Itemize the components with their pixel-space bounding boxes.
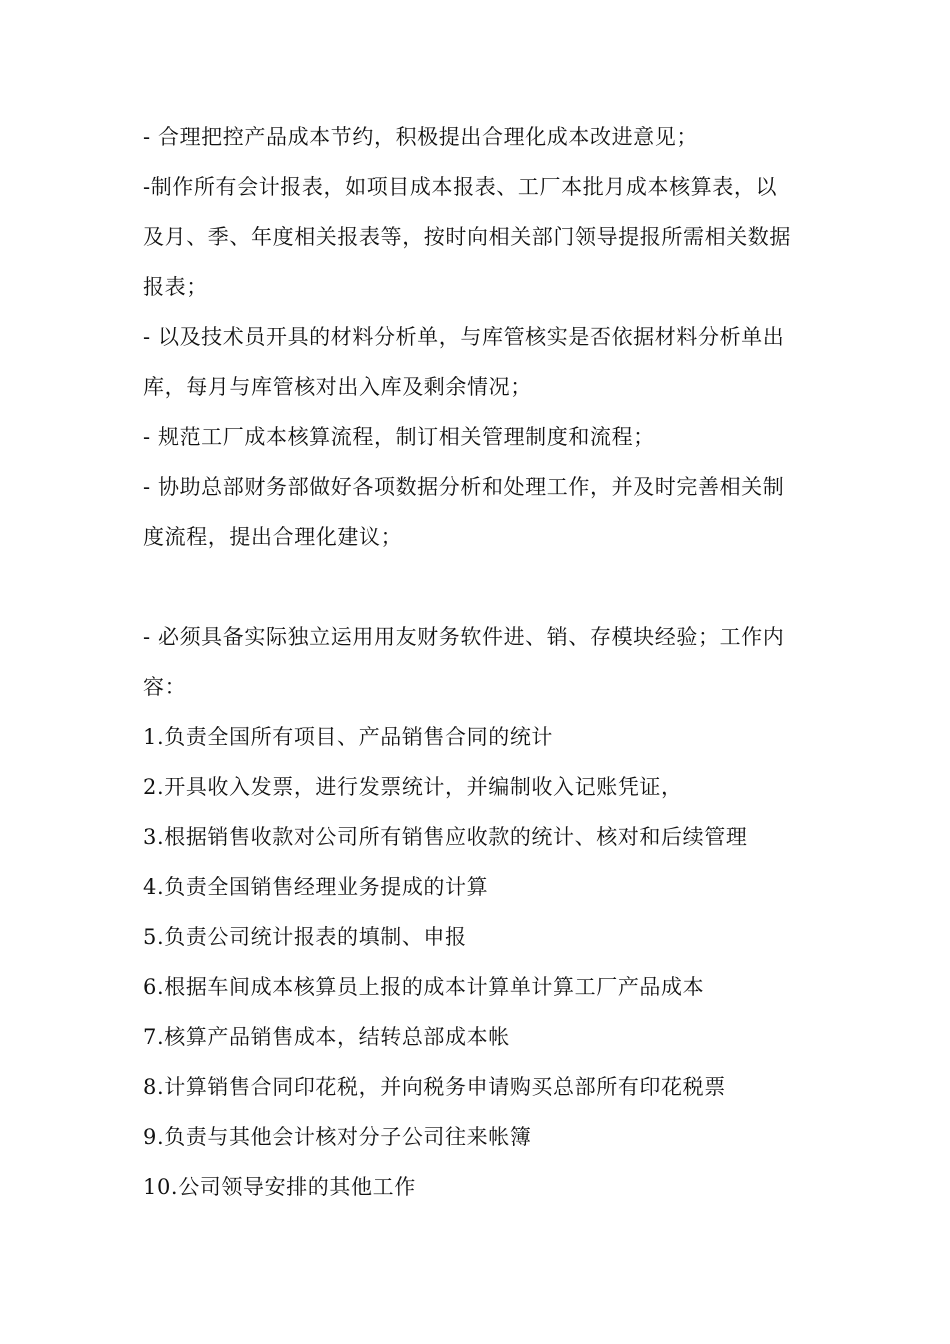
list-item-1: 1.负责全国所有项目、产品销售合同的统计 — [143, 725, 554, 749]
list-item-2: 2.开具收入发票，进行发票统计，并编制收入记账凭证， — [143, 775, 683, 799]
duty-material-line-1: - 以及技术员开具的材料分析单，与库管核实是否依据材料分析单出 — [143, 325, 785, 349]
duty-assist-line-1: - 协助总部财务部做好各项数据分析和处理工作，并及时完善相关制 — [143, 475, 785, 499]
list-item-6: 6.根据车间成本核算员上报的成本计算单计算工厂产品成本 — [143, 975, 705, 999]
duty-cost-control: - 合理把控产品成本节约，积极提出合理化成本改进意见； — [143, 125, 698, 149]
duty-material-line-2: 库，每月与库管核对出入库及剩余情况； — [143, 375, 532, 399]
list-item-5: 5.负责公司统计报表的填制、申报 — [143, 925, 467, 949]
list-item-4: 4.负责全国销售经理业务提成的计算 — [143, 875, 489, 899]
duty-reports-line-1: -制作所有会计报表，如项目成本报表、工厂本批月成本核算表，以 — [143, 175, 778, 199]
list-item-7: 7.核算产品销售成本，结转总部成本帐 — [143, 1025, 510, 1049]
list-item-10: 10.公司领导安排的其他工作 — [143, 1175, 416, 1199]
duty-process: - 规范工厂成本核算流程，制订相关管理制度和流程； — [143, 425, 655, 449]
list-item-8: 8.计算销售合同印花税，并向税务申请购买总部所有印花税票 — [143, 1075, 726, 1099]
list-item-3: 3.根据销售收款对公司所有销售应收款的统计、核对和后续管理 — [143, 825, 748, 849]
document-body — [143, 112, 813, 1212]
duty-reports-line-2: 及月、季、年度相关报表等，按时向相关部门领导提报所需相关数据 — [143, 225, 791, 249]
requirement-line-2: 容： — [143, 675, 187, 699]
duty-assist-line-2: 度流程，提出合理化建议； — [143, 525, 403, 549]
paragraph-spacer — [143, 562, 813, 612]
list-item-9: 9.负责与其他会计核对分子公司往来帐簿 — [143, 1125, 532, 1149]
duty-reports-line-3: 报表； — [143, 275, 208, 299]
requirement-line-1: - 必须具备实际独立运用用友财务软件进、销、存模块经验；工作内 — [143, 625, 785, 649]
